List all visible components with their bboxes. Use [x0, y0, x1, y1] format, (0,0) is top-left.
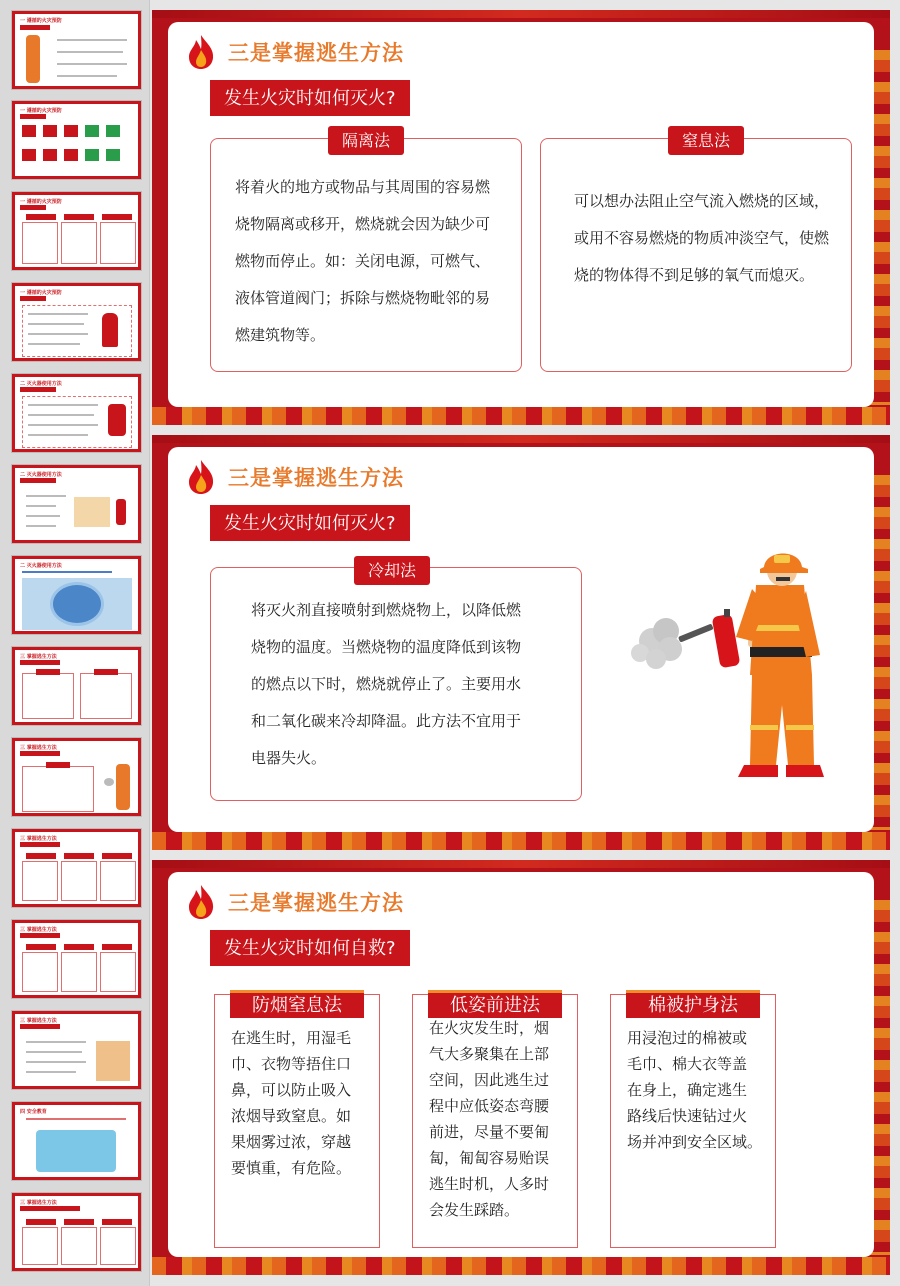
slide-thumbnail-5[interactable]	[11, 373, 142, 453]
smoke-cloud-icon	[631, 618, 682, 669]
slide-1	[152, 10, 890, 425]
smoke-protection-tab: 防烟窒息法	[230, 990, 364, 1018]
thumbnail-title: 三 掌握逃生方法	[20, 1200, 57, 1206]
thumbnail-title: 二 灭火器使用方法	[20, 381, 62, 387]
slide-card	[168, 447, 874, 832]
thumbnail-title: 二 灭火器使用方法	[20, 472, 62, 478]
flame-icon	[186, 459, 216, 495]
firefighter-figure-icon	[26, 35, 40, 83]
flame-decoration	[152, 832, 890, 850]
slide-card	[168, 22, 874, 407]
suffocation-method-tab: 窒息法	[668, 126, 744, 155]
thumbnail-title: 三 掌握逃生方法	[20, 927, 57, 933]
slide-thumbnail-12[interactable]	[11, 1010, 142, 1090]
thumbnail-title: 三 掌握逃生方法	[20, 1018, 57, 1024]
isolation-method-tab: 隔离法	[328, 126, 404, 155]
extinguisher-icon	[108, 404, 126, 436]
slide-thumbnail-rail	[0, 0, 150, 1286]
quilt-protection-box	[610, 994, 776, 1248]
isolation-method-text: 将着火的地方或物品与其周围的容易燃 烧物隔离或移开，燃烧就会因为缺少可 燃物而停止。如：关闭电源，可燃气、 液体管道阀门；拆除与燃烧物毗邻的易 燃建筑物等。	[235, 178, 491, 344]
slide-thumbnail-7[interactable]	[11, 555, 142, 635]
slide-subtitle: 发生火灾时如何自救?	[210, 930, 410, 966]
low-posture-text: 在火灾发生时，烟 气大多聚集在上部 空间，因此逃生过 程中应低姿态弯腰 前进，尽量不要匍 匐，匍匐容易贻误 逃生时机，人多时 会发生踩踏。	[429, 1019, 550, 1219]
quilt-protection-text: 用浸泡过的棉被或 毛巾、棉大衣等盖 在身上，确定逃生 路线后快速钻过火 场并冲到安全区域。	[627, 1029, 763, 1151]
slide-title: 三是掌握逃生方法	[228, 891, 404, 915]
steps-illustration-icon	[74, 497, 110, 527]
smoke-protection-text: 在逃生时，用湿毛 巾、衣物等捂住口 鼻，可以防止吸入 浓烟导致窒息。如 果烟雾过浓，穿越 要慎重，有危险。	[231, 1029, 352, 1177]
thumbnail-title: 三 掌握逃生方法	[20, 654, 57, 660]
suffocation-method-box	[540, 138, 852, 372]
flame-icon	[186, 34, 216, 70]
slide-thumbnail-2[interactable]	[11, 100, 142, 180]
slide-card	[168, 872, 874, 1257]
low-posture-box	[412, 994, 578, 1248]
suffocation-method-text: 可以想办法阻止空气流入燃烧的区域， 或用不容易燃烧的物质冲淡空气，使燃 烧的物体得不到足够的氧气而熄灭。	[574, 192, 830, 284]
isolation-method-box	[210, 138, 522, 372]
slide-subtitle: 发生火灾时如何灭火?	[210, 80, 410, 116]
banner-image	[36, 1130, 116, 1172]
cooling-method-box	[210, 567, 582, 801]
thumbnail-title: 三 掌握逃生方法	[20, 836, 57, 842]
thumbnail-title: 一 遵循的火灾预防	[20, 108, 62, 114]
slide-thumbnail-8[interactable]	[11, 646, 142, 726]
cooling-method-text: 将灭火剂直接喷射到燃烧物上，以降低燃 烧物的温度。当燃烧物的温度降低到该物 的燃点以下时，燃烧就停止了。主要用水 和二氧化碳来冷却降温。此方法不宜用于 电器失火。	[251, 601, 522, 767]
fire-hydrant-icon	[102, 313, 118, 347]
slide-thumbnail-4[interactable]	[11, 282, 142, 362]
quilt-protection-tab: 棉被护身法	[626, 990, 760, 1018]
slide-thumbnail-6[interactable]	[11, 464, 142, 544]
firefighter-figure-icon	[116, 764, 130, 810]
slide-thumbnail-9[interactable]	[11, 737, 142, 817]
thumbnail-title: 一 遵循的火灾预防	[20, 290, 62, 296]
thumbnail-title: 一 遵循的火灾预防	[20, 18, 62, 24]
flame-icon	[186, 884, 216, 920]
slide-thumbnail-11[interactable]	[11, 919, 142, 999]
cooling-method-tab: 冷却法	[354, 556, 430, 585]
slide-thumbnail-3[interactable]	[11, 191, 142, 271]
thumbnail-title: 三 掌握逃生方法	[20, 745, 57, 751]
firefighter-illustration	[626, 545, 826, 785]
slide-thumbnail-14[interactable]	[11, 1192, 142, 1272]
slide-title: 三是掌握逃生方法	[228, 41, 404, 65]
flame-decoration	[152, 1257, 890, 1275]
smoke-icon	[104, 778, 114, 786]
circle-illustration-icon	[50, 582, 104, 626]
flame-decoration	[152, 407, 890, 425]
smoke-protection-box	[214, 994, 380, 1248]
slide-3	[152, 860, 890, 1275]
building-illustration-icon	[96, 1041, 130, 1081]
low-posture-tab: 低姿前进法	[428, 990, 562, 1018]
slide-subtitle: 发生火灾时如何灭火?	[210, 505, 410, 541]
slide-thumbnail-10[interactable]	[11, 828, 142, 908]
thumbnail-title: 二 灭火器使用方法	[20, 563, 62, 569]
thumbnail-title: 四 安全教育	[20, 1109, 47, 1115]
slide-thumbnail-13[interactable]	[11, 1101, 142, 1181]
extinguisher-icon	[116, 499, 126, 525]
slide-2	[152, 435, 890, 850]
slide-thumbnail-1[interactable]	[11, 10, 142, 90]
thumbnail-title: 一 遵循的火灾预防	[20, 199, 62, 205]
slide-title: 三是掌握逃生方法	[228, 466, 404, 490]
